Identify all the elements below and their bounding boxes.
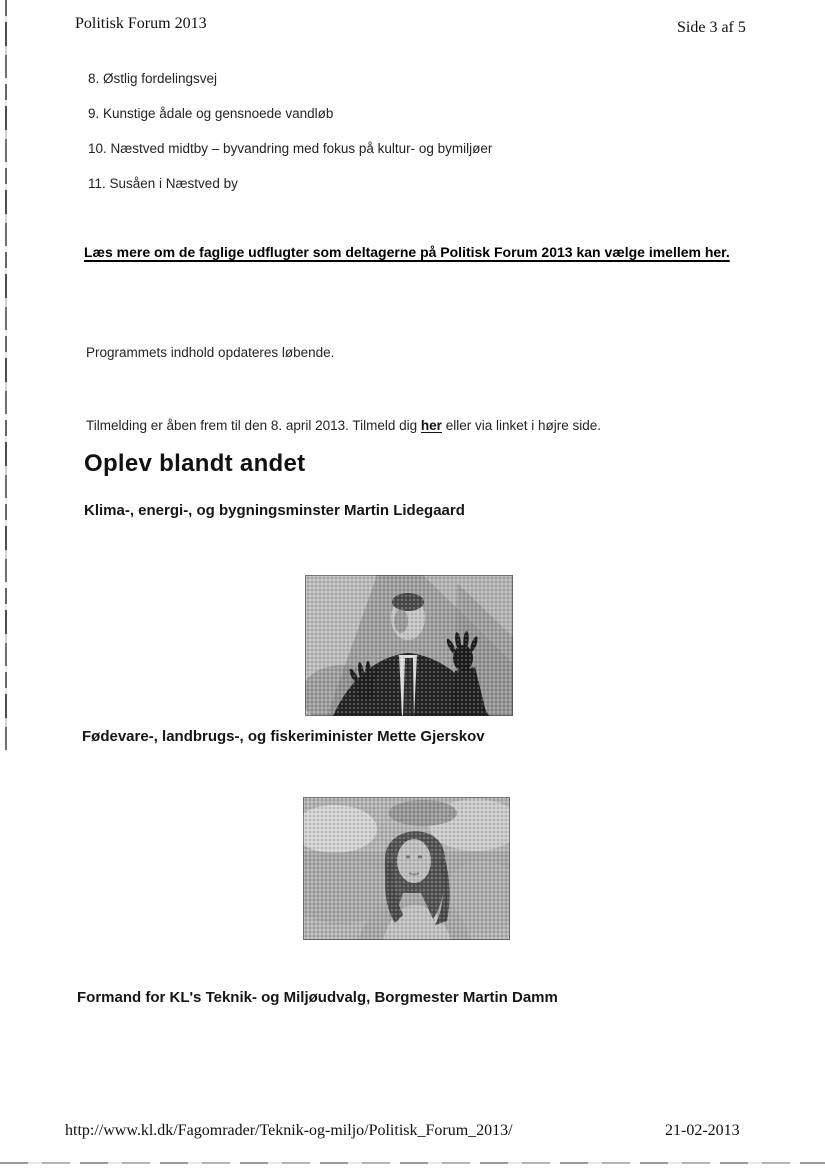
list-item-10: 10. Næstved midtby – byvandring med fokus på kultur- og bymiljøer (88, 141, 493, 156)
paragraph-signup-text-after: eller via linket i højre side. (441, 418, 601, 433)
subheading-mette-gjerskov: Fødevare-, landbrugs-, og fiskeriminister Mette Gjerskov (82, 728, 485, 745)
portrait-illustration-lidegaard (305, 575, 513, 716)
list-item-9: 9. Kunstige ådale og gensnoede vandløb (88, 106, 334, 121)
photo-martin-lidegaard (305, 575, 513, 716)
paragraph-signup-text-before: Tilmelding er åben frem til den 8. april 2013. Tilmeld dig (86, 418, 421, 433)
print-footer-url: http://www.kl.dk/Fagomrader/Teknik-og-miljo/Politisk_Forum_2013/ (65, 1122, 513, 1139)
list-item-8: 8. Østlig fordelingsvej (88, 71, 218, 86)
subheading-martin-damm: Formand for KL's Teknik- og Miljøudvalg, Borgmester Martin Damm (77, 989, 558, 1006)
photo-mette-gjerskov (303, 797, 510, 940)
section-heading: Oplev blandt andet (84, 450, 306, 477)
paragraph-signup (86, 418, 601, 433)
scan-edge-artifact-left (5, 0, 7, 752)
subheading-martin-lidegaard: Klima-, energi-, og bygningsminster Martin Lidegaard (84, 502, 465, 519)
list-item-11: 11. Susåen i Næstved by (88, 176, 238, 191)
print-header-page-number: Side 3 af 5 (677, 19, 746, 36)
read-more-link[interactable]: Læs mere om de faglige udflugter som deltagerne på Politisk Forum 2013 kan vælge imellem her. (84, 244, 730, 260)
paragraph-program-update: Programmets indhold opdateres løbende. (86, 345, 335, 360)
signup-here-link[interactable]: her (420, 418, 442, 433)
print-footer-date: 21-02-2013 (665, 1122, 740, 1139)
print-header-title: Politisk Forum 2013 (75, 15, 207, 32)
portrait-illustration-gjerskov (303, 797, 510, 940)
scan-edge-artifact-bottom (0, 1162, 825, 1164)
